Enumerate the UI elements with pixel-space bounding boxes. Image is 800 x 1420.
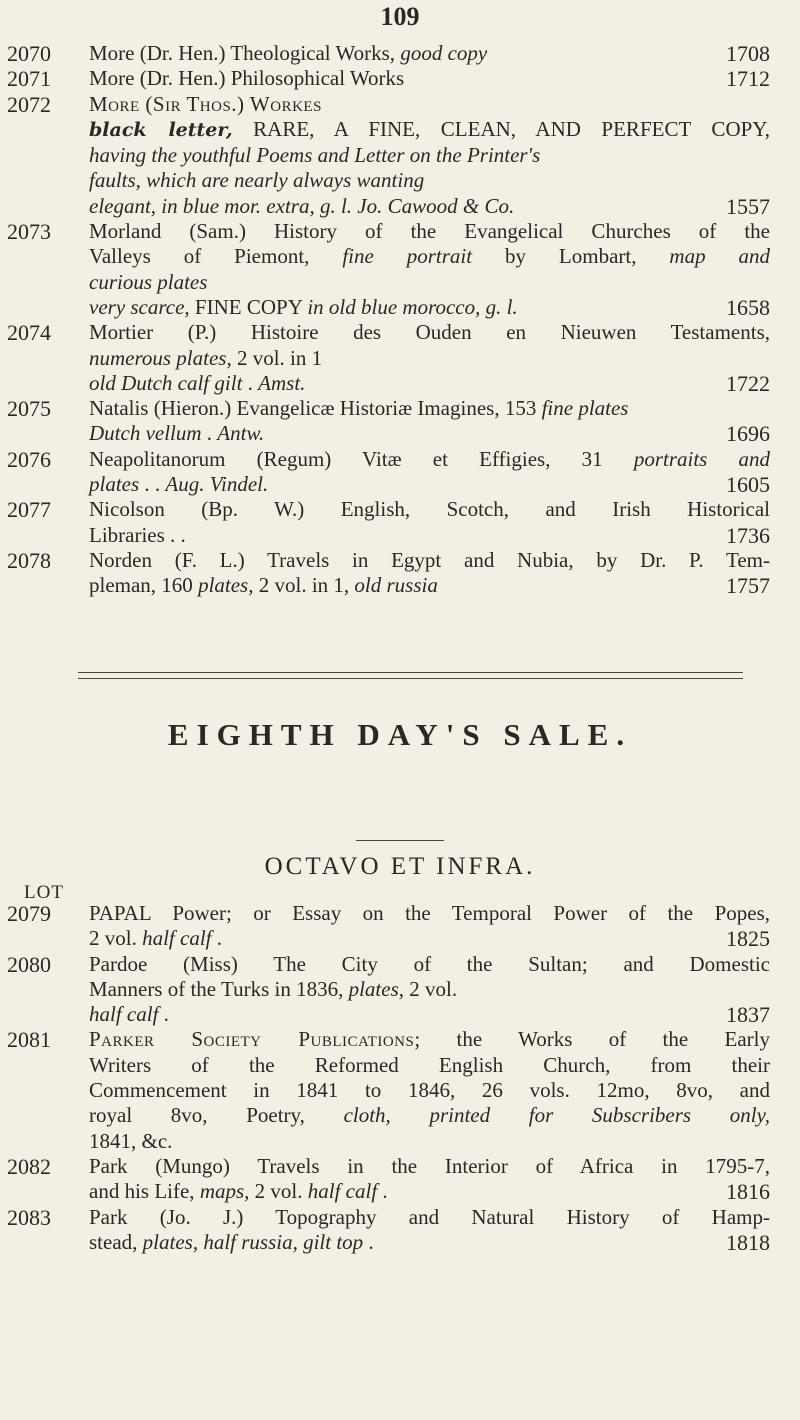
section-title: EIGHTH DAY'S SALE. [167, 717, 633, 752]
entry-text [89, 1103, 770, 1127]
entry-line [89, 548, 770, 573]
entry-text [89, 573, 438, 598]
entry-text [89, 1230, 374, 1255]
text-run: Parker Society Publications [89, 1027, 415, 1052]
text-run: Amst. [258, 370, 306, 395]
text-run: old russia [354, 573, 438, 598]
text-run: and his Life, [89, 1179, 200, 1204]
entry-text [89, 1053, 770, 1077]
publication-year: 1557 [726, 193, 770, 219]
entry-text [89, 1154, 770, 1178]
entry-text [89, 523, 186, 548]
text-run: half calf [89, 1002, 159, 1027]
entry-line [89, 1027, 770, 1052]
entry-text [89, 320, 770, 344]
text-run: Aug. Vindel. [165, 472, 269, 497]
lot-number: 2076 [7, 446, 51, 472]
text-run: Antw. [217, 421, 265, 446]
text-run: Neapolitanorum (Regum) Vitæ et Effigies, 31 [89, 446, 634, 471]
publication-year: 1818 [726, 1229, 770, 1255]
text-run: cloth, printed for Subscribers only, [343, 1103, 770, 1128]
entry-text [89, 1027, 770, 1051]
entry-line [89, 396, 770, 421]
text-run: RARE, A FINE, CLEAN, AND PERFECT COPY, [232, 116, 770, 141]
entry-line [89, 1154, 770, 1179]
catalogue-entry [0, 1027, 800, 1153]
entry-line [89, 523, 770, 548]
lot-number: 2083 [7, 1204, 51, 1230]
text-run: plates, half russia, gilt top [142, 1229, 364, 1254]
text-run: old Dutch calf gilt [89, 370, 243, 395]
entry-line [89, 1205, 770, 1230]
catalogue-entry [0, 320, 800, 396]
text-run: plates, [198, 573, 254, 598]
catalogue-entry [0, 41, 800, 66]
entry-text [89, 421, 264, 446]
text-run: More (Sir Thos.) Workes [89, 91, 322, 116]
text-run: plates, [348, 976, 405, 1001]
entry-text [89, 270, 207, 294]
text-run: maps, [199, 1179, 250, 1204]
lot-number: 2079 [7, 901, 51, 926]
text-run: . [242, 370, 259, 395]
publication-year: 1658 [726, 294, 770, 320]
entry-text [89, 1078, 770, 1102]
catalogue-entries-before [0, 41, 800, 599]
entry-text [89, 1129, 172, 1153]
publication-year: 1712 [726, 66, 770, 92]
catalogue-entry [0, 219, 800, 320]
text-run: . . [139, 472, 166, 497]
entry-line [89, 1230, 770, 1255]
entry-text [89, 447, 770, 471]
entry-text [89, 219, 770, 243]
text-run: pleman, 160 [89, 573, 199, 598]
text-run: FINE COPY [189, 294, 308, 319]
lot-number: 2073 [7, 219, 51, 245]
text-run: 2 vol. in 1 [231, 345, 323, 370]
entry-line [89, 346, 770, 371]
entry-line [89, 421, 770, 446]
text-run: Park (Jo. J.) Topography and Natural History of Hamp- [89, 1204, 770, 1229]
text-run: . [377, 1179, 388, 1204]
catalogue-entry [0, 447, 800, 498]
text-run: ; the Works of the Early [414, 1027, 770, 1052]
text-run: Writers of the Reformed English Church, from their [89, 1052, 770, 1077]
text-run: by Lombart, [472, 244, 670, 269]
lot-number: 2081 [7, 1027, 51, 1053]
lot-number: 2078 [7, 547, 51, 573]
entry-line [89, 472, 770, 497]
catalogue-entry [0, 1205, 800, 1256]
entry-line [89, 320, 770, 345]
text-run: 2 vol. in 1, [253, 573, 355, 598]
entry-text [89, 143, 540, 167]
text-run: Commencement in 1841 to 1846, 26 vols. 12mo, 8vo, and [89, 1078, 770, 1103]
publication-year: 1837 [726, 1002, 770, 1028]
text-run: stead, [89, 1229, 143, 1254]
text-run: Mortier (P.) Histoire des Ouden en Nieuwen Testaments, [89, 320, 770, 345]
double-rule-bottom [78, 678, 743, 679]
entry-text [89, 901, 770, 925]
entry-line [89, 901, 770, 926]
lot-number: 2070 [7, 41, 51, 66]
text-run: More (Dr. Hen.) Philosophical Works [89, 66, 405, 91]
entry-text [89, 926, 222, 951]
entry-line [89, 1103, 770, 1128]
publication-year: 1708 [726, 41, 770, 66]
entry-line [89, 143, 770, 168]
catalogue-entry [0, 548, 800, 599]
catalogue-entry [0, 66, 800, 91]
text-run: . [211, 926, 223, 951]
text-run: 2 vol. [404, 976, 458, 1001]
entry-text [89, 548, 770, 572]
entry-text [89, 1179, 388, 1204]
text-run: Park (Mungo) Travels in the Interior of Africa in 1795-7, [89, 1153, 770, 1178]
entry-line [89, 1179, 770, 1204]
text-run: royal 8vo, Poetry, [89, 1103, 344, 1128]
entry-text [89, 295, 518, 320]
entry-text [89, 66, 404, 91]
text-run: Libraries . . [89, 522, 186, 547]
text-run: having the youthful Poems and Letter on the Printer's [89, 143, 541, 168]
entry-line [89, 977, 770, 1002]
entry-line [89, 952, 770, 977]
text-run: Dutch vellum [89, 421, 202, 446]
entry-text [89, 92, 322, 116]
lot-column-header: LOT [24, 882, 64, 903]
entry-text [89, 194, 514, 219]
entry-text [89, 977, 457, 1001]
entry-line [89, 1002, 770, 1027]
text-run: 2 vol. [249, 1179, 308, 1204]
entry-line [89, 244, 770, 269]
text-run: black letter, [89, 118, 233, 141]
text-run: Natalis (Hieron.) Evangelicæ Historiæ Imagines, 153 [89, 396, 542, 421]
entry-text [89, 41, 487, 66]
lot-number: 2074 [7, 320, 51, 346]
double-rule-top [78, 672, 743, 673]
entry-line [89, 41, 770, 66]
entry-text [89, 346, 322, 370]
lot-number: 2080 [7, 951, 51, 977]
text-run: 2 vol. [89, 926, 143, 951]
lot-number: 2077 [7, 497, 51, 523]
catalogue-entry [0, 1154, 800, 1205]
text-run: Valleys of Piemont, [89, 244, 343, 269]
text-run: 1841, &c. [89, 1128, 173, 1153]
entry-line [89, 371, 770, 396]
text-run: Manners of the Turks in 1836, [89, 976, 349, 1001]
entry-line [89, 92, 770, 117]
entry-line [89, 295, 770, 320]
entry-line [89, 168, 770, 193]
entry-line [89, 447, 770, 472]
text-run: half calf [142, 926, 212, 951]
entry-line [89, 1053, 770, 1078]
entry-line [89, 194, 770, 219]
entry-line [89, 573, 770, 598]
text-run: in old blue morocco, g. l. [307, 294, 518, 319]
text-run: PAPAL Power; or Essay on the Temporal Power of the Popes, [89, 901, 770, 925]
lot-number: 2075 [7, 396, 51, 422]
text-run: More (Dr. Hen.) Theological Works, [89, 41, 401, 65]
entry-text [89, 497, 770, 521]
text-run: faults, which are nearly always wanting [89, 168, 425, 193]
text-run: half calf [307, 1179, 378, 1204]
entry-line [89, 66, 770, 91]
text-run: . [201, 421, 218, 446]
entry-line [89, 497, 770, 522]
publication-year: 1605 [726, 472, 770, 498]
entry-line [89, 1078, 770, 1103]
entry-text [89, 1002, 169, 1027]
entry-text [89, 472, 268, 497]
publication-year: 1757 [726, 573, 770, 599]
publication-year: 1825 [726, 926, 770, 952]
text-run: fine portrait [342, 244, 473, 269]
entry-line [89, 270, 770, 295]
text-run: elegant, in blue mor. extra, g. l. Jo. Cawood & Co. [89, 193, 515, 218]
lot-number: 2072 [7, 91, 51, 117]
text-run: fine plates [541, 396, 629, 421]
entry-text [89, 244, 770, 268]
entry-text [89, 117, 770, 141]
catalogue-entry [0, 952, 800, 1028]
text-run: curious plates [89, 269, 208, 294]
publication-year: 1722 [726, 370, 770, 396]
catalogue-entries-after [0, 901, 800, 1255]
catalogue-entry [0, 497, 800, 548]
publication-year: 1816 [726, 1179, 770, 1205]
entry-line [89, 117, 770, 143]
text-run: plates [89, 472, 140, 497]
catalogue-entry [0, 92, 800, 219]
text-run: . [363, 1229, 374, 1254]
short-rule [356, 840, 444, 841]
entry-line [89, 926, 770, 951]
publication-year: 1736 [726, 522, 770, 548]
text-run: Nicolson (Bp. W.) English, Scotch, and Irish Historical [89, 497, 770, 522]
text-run: . [158, 1002, 169, 1027]
entry-line [89, 219, 770, 244]
section-subtitle: OCTAVO ET INFRA. [264, 853, 536, 880]
lot-number: 2082 [7, 1153, 51, 1179]
text-run: portraits and [633, 446, 770, 471]
page-number: 109 [380, 2, 420, 31]
text-run: Morland (Sam.) History of the Evangelical Churches of the [89, 219, 770, 244]
text-run: Norden (F. L.) Travels in Egypt and Nubia, by Dr. P. Tem- [89, 547, 770, 572]
entry-text [89, 1205, 770, 1229]
entry-text [89, 396, 628, 420]
text-run: numerous plates, [89, 345, 232, 370]
text-run: map and [669, 244, 771, 269]
catalogue-entry [0, 396, 800, 447]
publication-year: 1696 [726, 421, 770, 447]
lot-number: 2071 [7, 66, 51, 92]
text-run: good copy [400, 41, 488, 65]
catalogue-entry [0, 901, 800, 952]
text-run: Pardoe (Miss) The City of the Sultan; and Domestic [89, 951, 770, 976]
entry-text [89, 952, 770, 976]
entry-text [89, 168, 424, 192]
entry-line [89, 1129, 770, 1154]
text-run: very scarce, [89, 294, 190, 319]
entry-text [89, 371, 305, 396]
